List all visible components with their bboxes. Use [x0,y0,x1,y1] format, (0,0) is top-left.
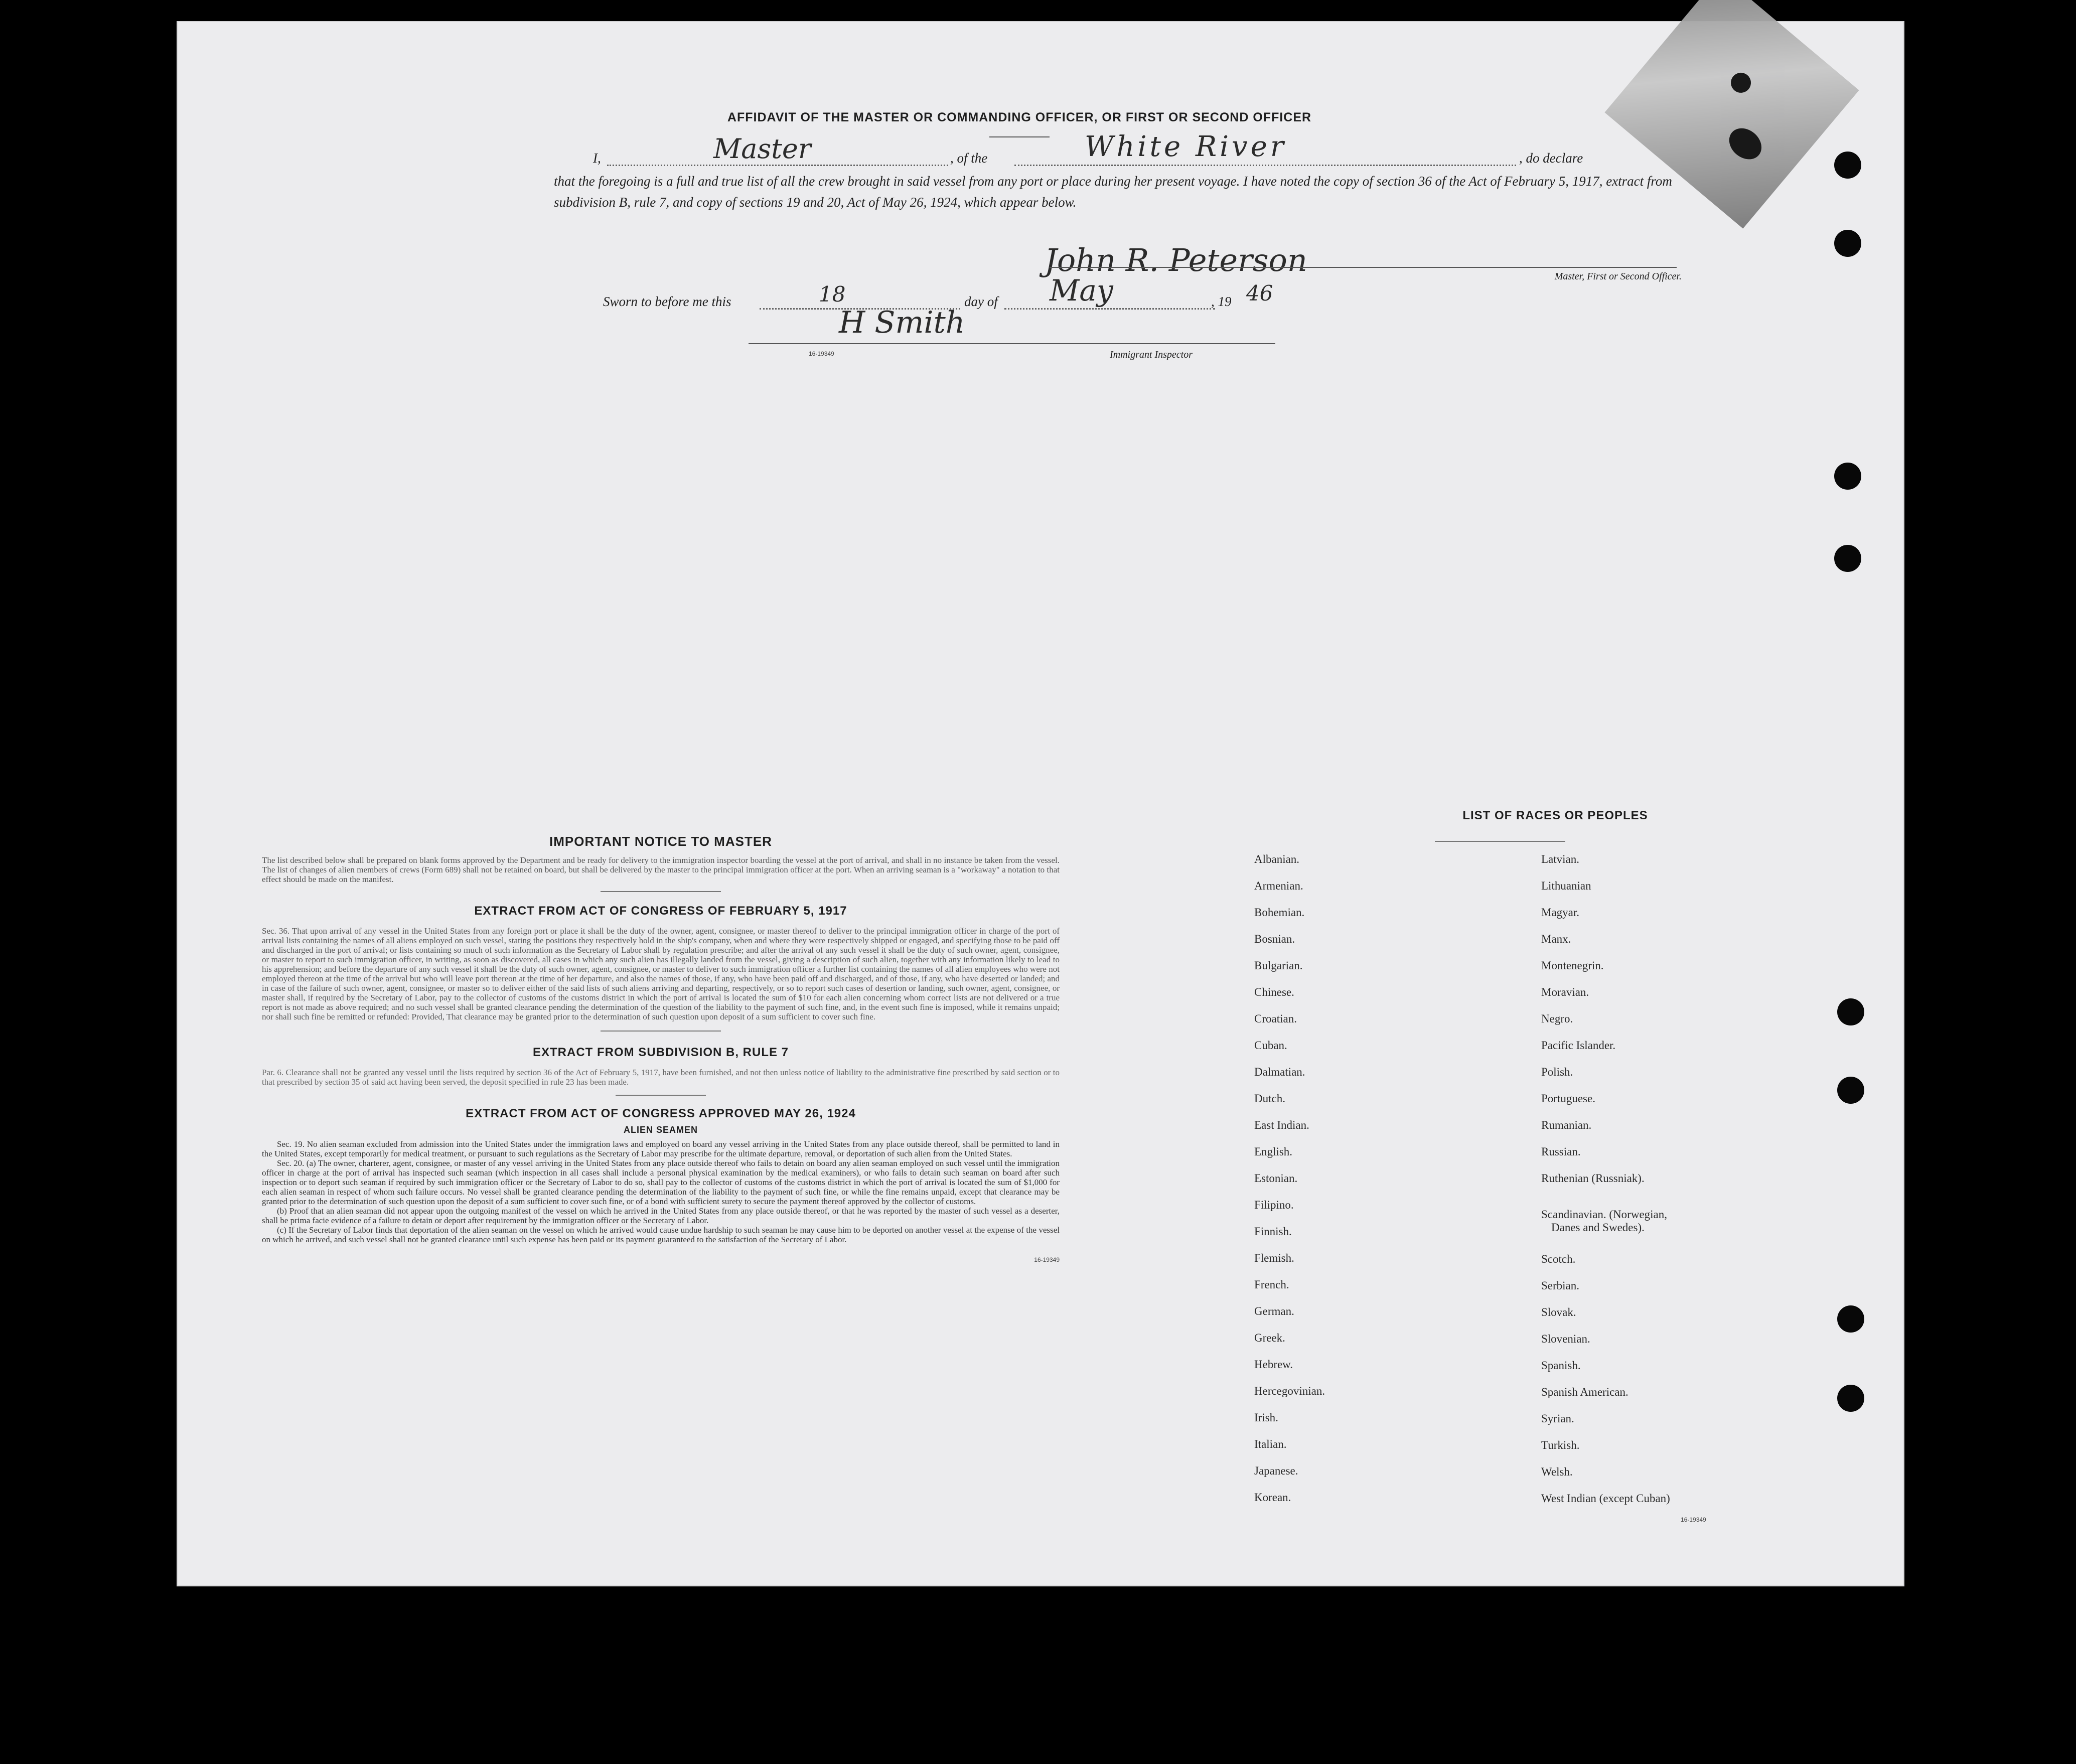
of-the-label: , of the [950,151,988,166]
race-left: German. [1254,1305,1294,1317]
sec20a-paragraph: Sec. 20. (a) The owner, charterer, agent, consignee, or master of any vessel arriving in the United States from any place outside thereof who fails to detain on board any alien seaman employed on such vessel until the immigration officer in charge at the port of arrival has inspected such seaman (which inspection in all cases shall include a personal physical examination by the medical examiners), or who fails to detain such seaman on board after such inspection or to deport such seaman if required by such immigration officer or the Secretary of Labor to do so, shall pay to the collector of customs of the customs district in which the port of arrival is located the sum of $1,000 for each alien seaman in respect of whom such failure occurs. No vessel shall be granted clearance pending the determination of the liability to the payment of such fine, or while the fine remains unpaid, except that clearance may be granted prior to the determination of such question upon the deposit of a sum sufficient to cover such fine, or of a bond with sufficient surety to secure the payment thereof approved by the collector of customs. [262,1158,1060,1206]
tape-hole [1723,122,1767,166]
day-of-label: day of [964,294,998,309]
extract-1917-text: Sec. 36. That upon arrival of any vessel in the United States from any foreign port or place it shall be the duty of the owner, agent, consignee, or master thereof to deliver to the principal immigration officer in charge of the port of arrival lists containing the names of all aliens employed on such vessel, stating the positions they respectively hold in the ship's company, when and where they were respectively shipped or engaged, and specifying those to be paid off and discharged in the port of arrival; or lists containing so much of such information as the Secretary of Labor shall by regulation prescribe; and after the arrival of any such vessel it shall be the duty of such owner, agent, consignee, or master to report to such immigration officer, in writing, as soon as discovered, all cases in which any such alien has illegally landed from the vessel, giving a description of such alien, together with any information likely to lead to his apprehension; and before the departure of any such vessel it shall be the duty of such owner, agent, consignee, or master to deliver to such immigration officer a further list containing the names of all alien employees who were not employed thereon at the time of the arrival but who will leave port thereon at the time of her departure, and also the names of those, if any, who have been paid off and discharged, and of those, if any, who have deserted or landed; and in case of the failure of such owner, agent, consignee, or master so to deliver either of the said lists of such aliens arriving and departing, respectively, or so to report such cases of desertion or landing, such owner, agent, consignee, or master shall, if required by the Secretary of Labor, pay to the collector of customs of the customs district in which the port of arrival is located the sum of $10 for each alien concerning whom correct lists are not delivered or a true report is not made as above required; and no such vessel shall be granted clearance pending the determination of the question of the liability to the payment of such fine, and, in the event such fine is imposed, while it remains unpaid; nor shall such fine be remitted or refunded: Provided, That clearance may be granted prior to the determination of such question upon deposit of a sum sufficient to cover such fine. [262,926,1060,1021]
race-left: Italian. [1254,1438,1287,1450]
race-left: Albanian. [1254,853,1300,865]
affidavit-form-number: 16-19349 [809,350,834,357]
race-right: Pacific Islander. [1541,1039,1616,1052]
race-left: English. [1254,1145,1293,1158]
race-left: Filipino. [1254,1199,1294,1211]
race-left: Chinese. [1254,986,1294,998]
race-right: Scotch. [1541,1253,1576,1265]
title-divider [989,136,1050,137]
sec20c-paragraph: (c) If the Secretary of Labor finds that deportation of the alien seaman on the vessel on which he arrived would cause undue hardship to such seaman he may cause him to be deported on another vessel at the expense of the vessel on which he arrived, and such vessel shall not be granted clearance until such expense has been paid or its payment guaranteed to the satisfaction of the Secretary of Labor. [262,1225,1060,1244]
master-signature: John R. Peterson [1045,242,1307,278]
affidavit-title: AFFIDAVIT OF THE MASTER OR COMMANDING OFFICER, OR FIRST OR SECOND OFFICER [727,110,1312,124]
rank-handwritten: Master [713,133,811,165]
race-left: Bohemian. [1254,906,1305,919]
extract-1924-title: EXTRACT FROM ACT OF CONGRESS APPROVED MAY 26, 1924 [466,1107,856,1120]
affidavit-first-line [593,130,1697,173]
vessel-line [1014,165,1516,166]
race-left: Hercegovinian. [1254,1385,1325,1397]
race-right: Russian. [1541,1145,1581,1158]
race-left: Armenian. [1254,879,1303,892]
race-right: Syrian. [1541,1412,1574,1425]
inspector-line [749,343,1275,344]
sec19-paragraph: Sec. 19. No alien seaman excluded from admission into the United States under the immigration laws and employed on board any vessel arriving in the United States from any place outside thereof, shall be permitted to land in the United States, except temporarily for medical treatment, or pursuant to such regulations as the Secretary of Labor may prescribe for the ultimate departure, removal, or deportation of such alien from the United States. [262,1139,1060,1158]
race-right: Negro. [1541,1012,1573,1025]
day-handwritten: 18 [819,282,846,307]
race-right: Welsh. [1541,1465,1573,1478]
race-right: Spanish. [1541,1359,1581,1372]
extract-1924-subtitle: ALIEN SEAMEN [623,1125,698,1135]
race-left: Cuban. [1254,1039,1287,1052]
race-right: Spanish American. [1541,1386,1628,1398]
declare-label: , do declare [1519,151,1583,166]
punch-hole [1837,998,1864,1025]
race-left: Estonian. [1254,1172,1298,1185]
races-form-number: 16-19349 [1681,1516,1706,1523]
punch-hole [1834,230,1861,257]
divider [601,891,721,892]
race-left: Finnish. [1254,1225,1292,1238]
races-title: LIST OF RACES OR PEOPLES [1462,809,1648,822]
notice-title: IMPORTANT NOTICE TO MASTER [549,834,772,849]
race-left: French. [1254,1278,1289,1291]
rank-line [607,165,948,166]
punch-hole [1834,152,1861,179]
race-left: East Indian. [1254,1119,1309,1131]
race-right: Moravian. [1541,986,1589,998]
affidavit-body: that the foregoing is a full and true list of all the crew brought in said vessel from any port or place during her present voyage. I have noted the copy of section 36 of the Act of February 5, 1917, extract from subdivision B, rule 7, and copy of sections 19 and 20, Act of May 26, 1924, which appear below. [554,174,1672,210]
inspector-caption: Immigrant Inspector [1110,349,1193,360]
race-left: Greek. [1254,1332,1285,1344]
year-prefix: , 19 [1211,294,1232,309]
punch-hole [1837,1385,1864,1412]
race-left: Dalmatian. [1254,1066,1305,1078]
race-right: Montenegrin. [1541,959,1604,972]
i-label: I, [593,151,601,166]
race-right: Slovenian. [1541,1333,1590,1345]
inspector-signature: H Smith [839,305,965,340]
race-right: Polish. [1541,1066,1573,1078]
signature-line [1050,267,1677,268]
race-left: Croatian. [1254,1012,1297,1025]
races-divider [1435,841,1565,842]
punch-hole [1837,1077,1864,1104]
race-right: Scandinavian. (Norwegian, [1541,1208,1668,1221]
race-left: Irish. [1254,1411,1278,1424]
signature-caption: Master, First or Second Officer. [1554,271,1682,282]
punch-hole [1834,545,1861,572]
race-left: Bulgarian. [1254,959,1303,972]
extract-rule7-title: EXTRACT FROM SUBDIVISION B, RULE 7 [532,1046,789,1059]
notice-text: The list described below shall be prepared on blank forms approved by the Department and be ready for delivery to the immigration inspector boarding the vessel at the port of arrival, and shall in no instance be taken from the vessel. The list of changes of alien members of crews (Form 689) shall not be retained on board, but shall be delivered by the master to the principal immigration officer at the port. When an arriving seaman is a "workaway" a notation to that effect should be made on the manifest. [262,855,1060,884]
race-right: Latvian. [1541,853,1579,865]
punch-hole [1834,463,1861,490]
divider [601,1031,721,1032]
race-right: Manx. [1541,933,1571,945]
race-right: Turkish. [1541,1439,1580,1451]
race-right: Danes and Swedes). [1551,1221,1645,1234]
race-right: Portuguese. [1541,1092,1595,1105]
race-right: Lithuanian [1541,879,1591,892]
month-handwritten: May [1050,273,1113,308]
extract-form-number: 16-19349 [1034,1256,1060,1263]
vessel-handwritten: White River [1085,130,1287,163]
form-page [177,21,1904,1586]
sworn-line [603,273,1606,316]
sworn-label: Sworn to before me this [603,294,731,309]
divider [616,1095,706,1096]
race-right: Rumanian. [1541,1119,1592,1131]
notices-column [262,834,1060,1263]
race-left: Korean. [1254,1491,1291,1504]
race-left: Japanese. [1254,1464,1298,1477]
race-right: Serbian. [1541,1279,1580,1292]
race-right: Magyar. [1541,906,1580,919]
race-left: Flemish. [1254,1252,1294,1264]
race-left: Hebrew. [1254,1358,1293,1371]
year-handwritten: 46 [1246,281,1273,306]
race-right: West Indian (except Cuban) [1541,1492,1670,1505]
extract-rule7-text: Par. 6. Clearance shall not be granted any vessel until the lists required by section 36 of the Act of February 5, 1917, have been furnished, and not then unless notice of liability to the administrative fine prescribed by said section or to that prescribed by section 35 of said act having been served, the deposit specified in rule 23 has been made. [262,1068,1060,1087]
race-left: Dutch. [1254,1092,1285,1105]
extract-1917-title: EXTRACT FROM ACT OF CONGRESS OF FEBRUARY 5, 1917 [474,904,847,918]
race-right: Ruthenian (Russniak). [1541,1172,1645,1185]
sec20b-paragraph: (b) Proof that an alien seaman did not appear upon the outgoing manifest of the vessel on which he arrived in the United States from any place outside thereof, or that he was reported by the master of such vessel as a deserter, shall be prima facie evidence of a failure to detain or deport after requirement by the immigration officer or the Secretary of Labor. [262,1206,1060,1225]
race-left: Bosnian. [1254,933,1295,945]
race-right: Slovak. [1541,1306,1576,1318]
month-line [1004,308,1215,310]
tape-hole [1727,69,1755,97]
punch-hole [1837,1305,1864,1333]
